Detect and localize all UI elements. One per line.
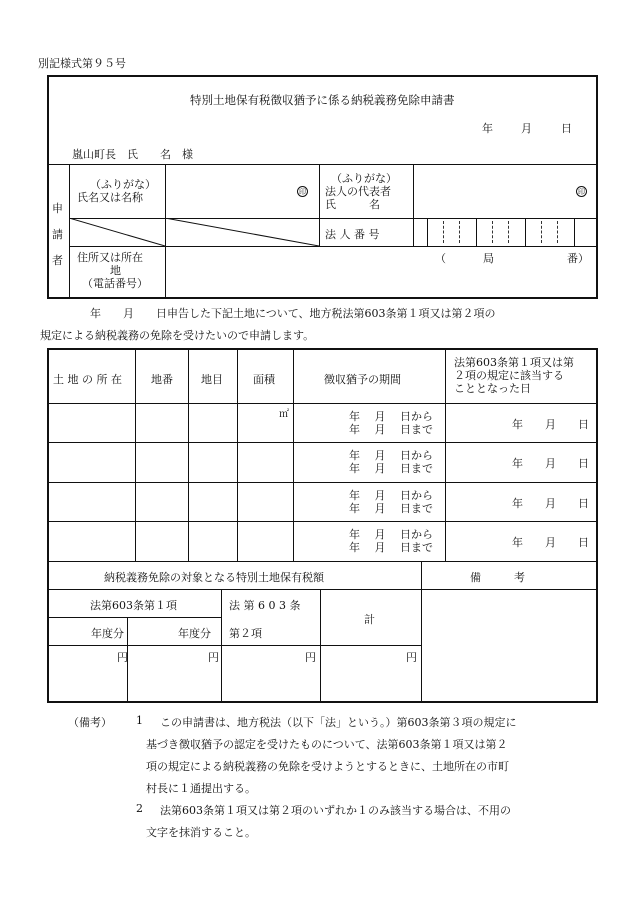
land-row-line [47, 521, 598, 522]
tax-amount-inputs[interactable] [48, 646, 420, 702]
land-col-divider [445, 348, 446, 561]
page-title: 特別土地保有税徴収猶予に係る納税義務免除申請書 [190, 93, 455, 107]
addressee: 嵐山町長 氏 名 様 [72, 148, 193, 161]
remarks-input[interactable] [422, 590, 597, 702]
yen-unit: 円 [305, 651, 316, 664]
tax-header: 納税義務免除の対象となる特別土地保有税額 [104, 571, 324, 584]
intro-line-1: 年 月 日申告した下記土地について、地方税法第603条第１項又は第２項の [90, 307, 496, 320]
land-row-line [47, 482, 598, 483]
header-location: 土 地 の 所 在 [53, 373, 122, 386]
land-col-divider [188, 348, 189, 561]
land-col-divider [237, 348, 238, 561]
corp-number-dash [459, 221, 460, 243]
seal-mark-name: 印 [299, 188, 306, 196]
address-label: 住所又は所在 [77, 251, 143, 264]
period-from[interactable]: 年 月 日から [349, 528, 433, 541]
note-number-1: 1 [136, 714, 143, 727]
corp-number-dash [443, 221, 444, 243]
applicant-mid-divider [319, 164, 320, 246]
period-from[interactable]: 年 月 日から [349, 449, 433, 462]
header-area: 面積 [253, 373, 275, 386]
rep-furigana-label: （ふりがな） [331, 172, 397, 185]
period-to[interactable]: 年 月 日まで [349, 502, 433, 515]
corp-number-digit-divider [427, 218, 428, 246]
corp-number-dash [541, 221, 542, 243]
land-row-line [47, 442, 598, 443]
intro-line-2: 規定による納税義務の免除を受けたいので申請します。 [40, 329, 315, 342]
diagonal-line-2 [165, 218, 319, 246]
applicable-date[interactable]: 年 月 日 [512, 418, 589, 431]
rep-name-label: 氏 名 [325, 198, 380, 211]
rep-label: 法人の代表者 [325, 185, 391, 198]
applicant-side-label-3: 者 [52, 254, 63, 267]
seal-mark-rep: 印 [578, 188, 585, 196]
corp-number-dash [508, 221, 509, 243]
address-label-2: 地 [110, 264, 121, 277]
period-from[interactable]: 年 月 日から [349, 489, 433, 502]
land-header-line [47, 403, 598, 404]
name-label: 氏名又は名称 [77, 191, 143, 204]
corp-number-input[interactable] [414, 219, 597, 246]
year-portion-1: 年度分 [91, 627, 124, 640]
yen-unit: 円 [406, 651, 417, 664]
header-lot-number: 地番 [151, 373, 173, 386]
area-unit: ㎡ [279, 409, 289, 420]
phone-label: （電話番号） [82, 277, 148, 290]
corp-number-dash [492, 221, 493, 243]
art2-label-1: 法 第 6 0 3 条 [229, 599, 301, 612]
land-col-divider [293, 348, 294, 561]
phone-number-end: 番） [567, 252, 589, 265]
note-2-line-1: 法第603条第１項又は第２項のいずれか１のみ該当する場合は、不用の [160, 804, 511, 817]
note-1-line-4: 村長に１通提出する。 [146, 782, 256, 795]
applicable-date[interactable]: 年 月 日 [512, 457, 589, 470]
note-1-line-1: この申請書は、地方税法（以下「法」という。）第603条第３項の規定に [160, 716, 517, 729]
header-applicable-date-1: 法第603条第１項又は第 [454, 356, 574, 369]
name-input[interactable] [166, 165, 318, 217]
address-input[interactable] [166, 247, 597, 298]
applicable-date[interactable]: 年 月 日 [512, 536, 589, 549]
date-month[interactable]: 月 [521, 122, 532, 135]
corp-number-digit-divider [525, 218, 526, 246]
corp-number-digit-divider [476, 218, 477, 246]
header-land-category: 地目 [201, 373, 223, 386]
land-col-divider [135, 348, 136, 561]
phone-paren-open: （ [435, 252, 446, 265]
name-furigana-label: （ふりがな） [90, 178, 156, 191]
corp-number-dash [557, 221, 558, 243]
period-to[interactable]: 年 月 日まで [349, 541, 433, 554]
art2-label-2: 第２項 [229, 627, 262, 640]
corp-number-digit-divider [574, 218, 575, 246]
date-year[interactable]: 年 [482, 122, 493, 135]
header-applicable-date-2: ２項の規定に該当する [454, 369, 564, 382]
note-1-line-2: 基づき徴収猶予の認定を受けたものについて、法第603条第１項又は第２ [146, 738, 508, 751]
yen-unit: 円 [117, 651, 128, 664]
applicant-side-label-2: 請 [52, 228, 63, 241]
remarks-header: 備 考 [470, 571, 525, 584]
period-from[interactable]: 年 月 日から [349, 410, 433, 423]
date-day[interactable]: 日 [561, 122, 572, 135]
period-to[interactable]: 年 月 日まで [349, 423, 433, 436]
corp-number-label: 法 人 番 号 [325, 228, 380, 241]
applicable-date[interactable]: 年 月 日 [512, 497, 589, 510]
tax-sub-line [47, 617, 221, 618]
land-bottom-line [47, 561, 598, 562]
rep-name-input[interactable] [414, 165, 597, 217]
note-number-2: 2 [136, 802, 143, 815]
note-1-line-3: 項の規定による納税義務の免除を受けようとするときに、土地所在の市町 [146, 760, 509, 773]
total-label: 計 [364, 613, 375, 626]
note-2-line-2: 文字を抹消すること。 [146, 826, 256, 839]
header-applicable-date-3: こととなった日 [454, 382, 531, 395]
header-period: 徴収猶予の期間 [324, 373, 401, 386]
phone-bureau: 局 [483, 252, 494, 265]
period-to[interactable]: 年 月 日まで [349, 462, 433, 475]
notes-label: （備考） [68, 716, 112, 729]
crossed-out-cells [69, 218, 319, 246]
art1-label: 法第603条第１項 [90, 599, 177, 612]
diagonal-line-1 [69, 218, 165, 246]
yen-unit: 円 [208, 651, 219, 664]
form-number: 別記様式第９５号 [38, 57, 126, 70]
applicant-side-label-1: 申 [52, 202, 63, 215]
year-portion-2: 年度分 [178, 627, 211, 640]
